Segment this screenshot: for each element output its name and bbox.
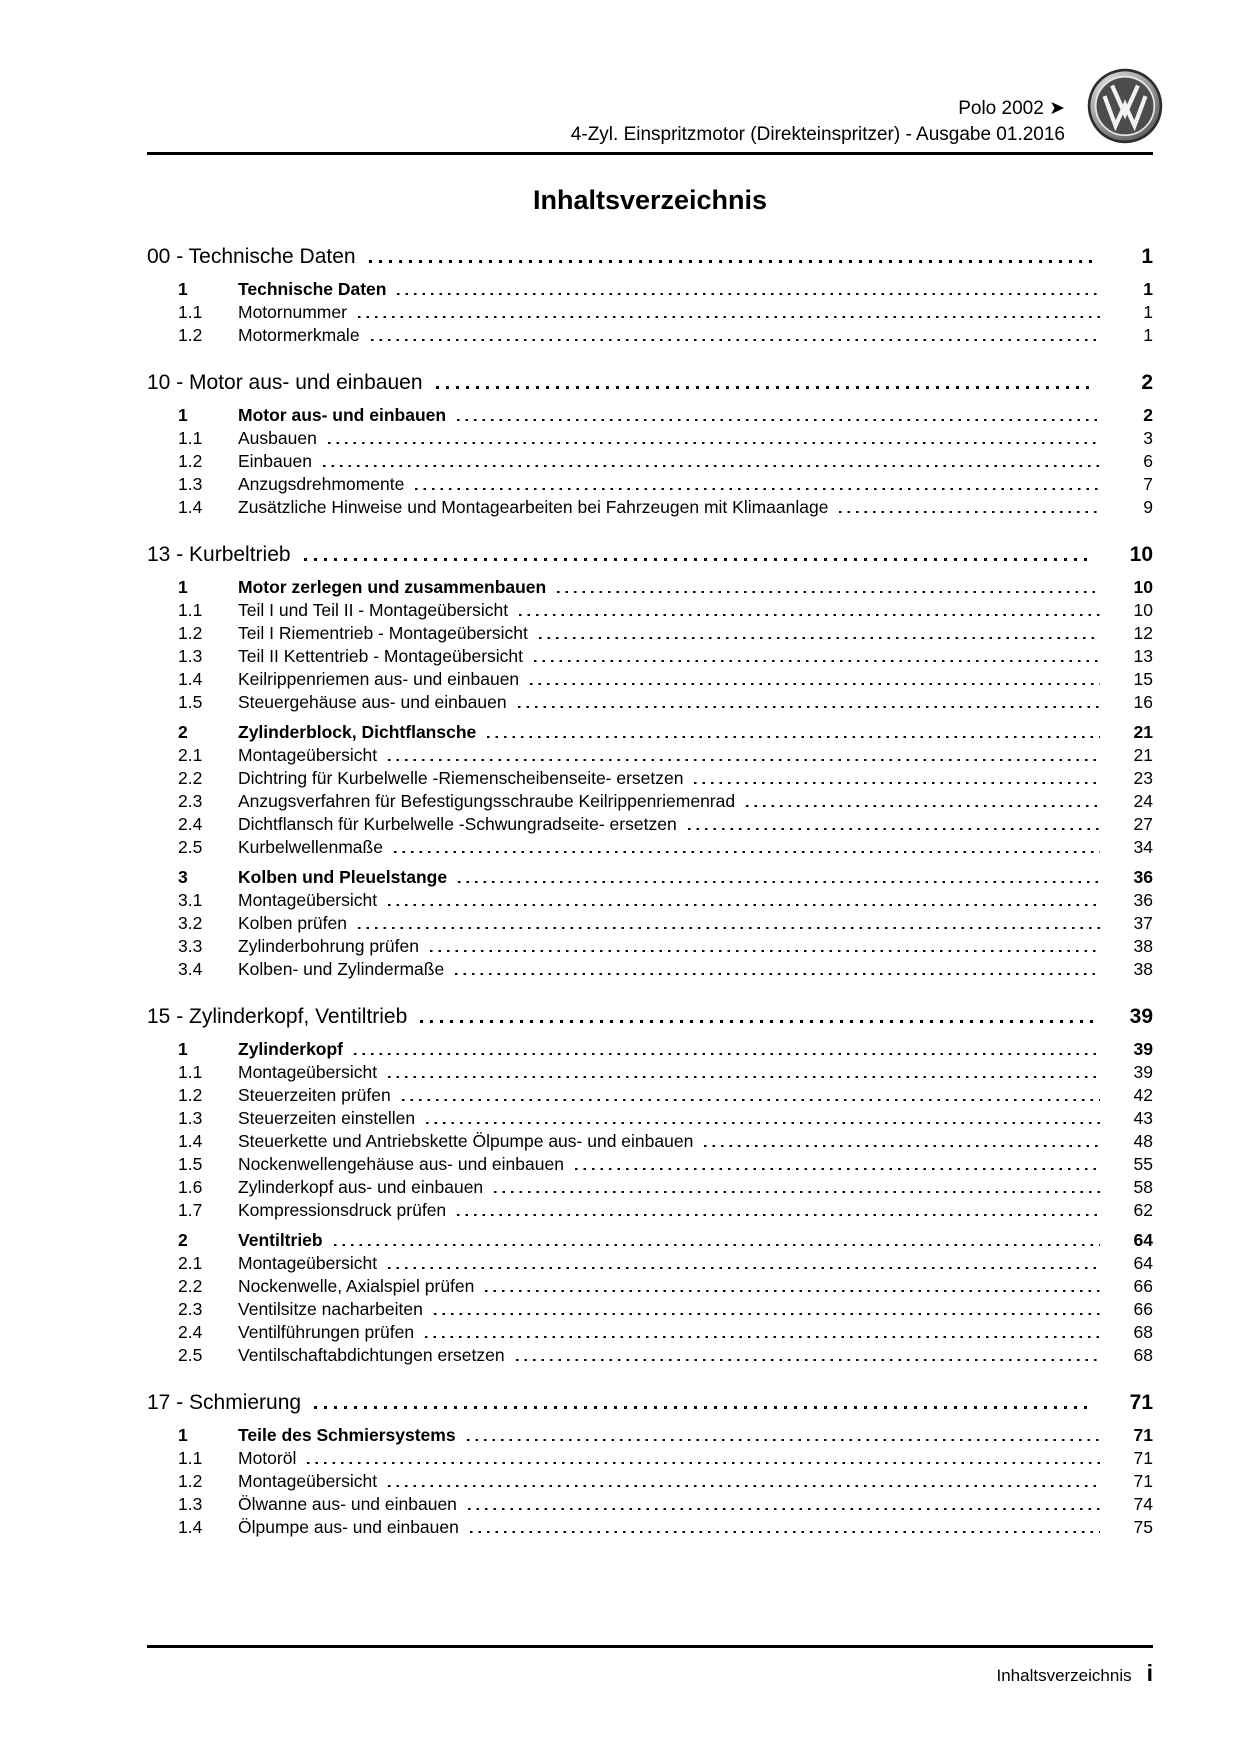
toc-entry-page: 42 [1133,1085,1153,1105]
toc-entry-number: 1 [178,1425,188,1445]
footer-page-number: i [1146,1660,1153,1686]
toc-entry-page: 9 [1143,497,1153,517]
dot-leader [516,1359,1100,1362]
toc-entry[interactable] [147,1470,1153,1493]
toc-entry-number: 1.1 [178,428,203,448]
toc-entry-page: 6 [1143,451,1153,471]
toc-entry-title: Dichtflansch für Kurbelwelle -Schwungradseite- ersetzen [238,814,677,834]
toc-section-page: 71 [1129,1391,1153,1414]
toc-entry-title: Teil I Riementrieb - Montageübersicht [238,623,528,643]
dot-leader [388,1267,1100,1270]
dot-leader [839,511,1100,514]
toc-entry-page: 74 [1133,1494,1153,1514]
toc-entry-title: Ventiltrieb [238,1230,323,1250]
toc-entry[interactable] [147,1321,1153,1344]
dot-leader [518,706,1100,709]
toc-entry-number: 2.3 [178,1299,203,1319]
toc-entry-number: 1.1 [178,302,203,322]
toc-entry-page: 38 [1133,936,1153,956]
toc-section-label: 13 - Kurbeltrieb [147,543,291,566]
toc-entry-number: 1.3 [178,1108,203,1128]
toc-entry-title: Anzugsdrehmomente [238,474,405,494]
toc-entry-number: 1 [178,1039,188,1059]
toc-entry-page: 3 [1143,428,1153,448]
toc-entry-title: Motor zerlegen und zusammenbauen [238,577,547,597]
toc-entry[interactable] [147,1344,1153,1367]
toc-entry-title: Kolben- und Zylindermaße [238,959,445,979]
toc-entry-number: 1 [178,577,188,597]
toc-entry[interactable] [147,1447,1153,1470]
toc-section-entries [147,1424,1153,1539]
toc-entry[interactable] [147,1130,1153,1153]
toc-entry-title: Motormerkmale [238,325,360,345]
toc-entry-number: 1.6 [178,1177,203,1197]
toc-entry-page: 1 [1143,279,1153,299]
toc-entry[interactable] [147,427,1153,450]
toc-entry[interactable] [147,744,1153,767]
toc-entry-number: 1.7 [178,1200,203,1220]
toc-entry[interactable] [147,404,1153,427]
toc-entry-number: 2 [178,1230,188,1250]
toc-entry-number: 2.4 [178,1322,203,1342]
dot-leader [388,904,1100,907]
dot-leader [420,1020,1094,1023]
toc-section-label: 00 - Technische Daten [147,245,356,268]
toc-section-entries [147,278,1153,347]
dot-leader [704,1145,1100,1148]
toc-entry[interactable] [147,721,1153,744]
toc-entry-title: Steuergehäuse aus- und einbauen [238,692,507,712]
toc-entry[interactable] [147,1038,1153,1061]
toc-entry[interactable] [147,912,1153,935]
table-of-contents [147,242,1153,1539]
toc-entry-title: Steuerkette und Antriebskette Ölpumpe aus- und einbauen [238,1131,694,1151]
toc-entry-title: Zylinderbohrung prüfen [238,936,419,956]
toc-section [147,1002,1153,1367]
toc-entry-number: 1.5 [178,692,203,712]
toc-entry-page: 75 [1133,1517,1153,1537]
toc-entry-number: 2.1 [178,745,203,765]
toc-section-page: 39 [1129,1005,1153,1028]
toc-entry-page: 10 [1133,577,1153,597]
toc-entry-number: 1.4 [178,497,203,517]
toc-entry-page: 1 [1143,302,1153,322]
toc-entry-page: 64 [1133,1253,1153,1273]
toc-entry-page: 58 [1133,1177,1153,1197]
toc-entry-title: Ventilsitze nacharbeiten [238,1299,423,1319]
dot-leader [534,660,1100,663]
toc-entry-number: 1.2 [178,623,203,643]
toc-entry[interactable] [147,622,1153,645]
dot-leader [358,927,1100,930]
toc-entry-title: Ventilführungen prüfen [238,1322,415,1342]
footer-label: Inhaltsverzeichnis [996,1666,1132,1685]
dot-leader [468,1508,1100,1511]
toc-entry[interactable] [147,958,1153,981]
toc-section [147,242,1153,347]
toc-entry-page: 23 [1133,768,1153,788]
toc-entry[interactable] [147,691,1153,714]
toc-entry-page: 15 [1133,669,1153,689]
toc-entry-number: 3.2 [178,913,203,933]
toc-entry-page: 10 [1133,600,1153,620]
toc-entry-title: Montageübersicht [238,745,378,765]
toc-section [147,1388,1153,1539]
toc-entry-title: Dichtring für Kurbelwelle -Riemenscheibenseite- ersetzen [238,768,684,788]
dot-leader [436,386,1094,389]
toc-entry-title: Motoröl [238,1448,297,1468]
dot-leader [694,782,1100,785]
toc-entry-number: 1.2 [178,451,203,471]
dot-leader [457,419,1100,422]
toc-entry-page: 24 [1133,791,1153,811]
toc-entry-title: Keilrippenriemen aus- und einbauen [238,669,520,689]
toc-entry-page: 12 [1133,623,1153,643]
toc-entry-number: 1.3 [178,474,203,494]
toc-entry-number: 2.5 [178,1345,203,1365]
toc-entry-page: 39 [1133,1062,1153,1082]
toc-entry-page: 48 [1133,1131,1153,1151]
toc-entry-number: 2.2 [178,1276,203,1296]
toc-entry-number: 2.5 [178,837,203,857]
toc-entry[interactable] [147,1298,1153,1321]
toc-section-page: 1 [1141,245,1153,268]
toc-entry-title: Zusätzliche Hinweise und Montagearbeiten bei Fahrzeugen mit Klimaanlage [238,497,829,517]
toc-entry-number: 2 [178,722,188,742]
toc-entry-page: 2 [1143,405,1153,425]
toc-entry-page: 39 [1133,1039,1153,1059]
toc-entry-page: 64 [1133,1230,1153,1250]
dot-leader [369,260,1094,263]
toc-entry-number: 2.3 [178,791,203,811]
toc-entry-number: 1.1 [178,600,203,620]
page-footer [147,1645,1153,1687]
toc-entry[interactable] [147,889,1153,912]
toc-entry-page: 71 [1133,1425,1153,1445]
toc-entry-page: 66 [1133,1299,1153,1319]
toc-entry-page: 36 [1133,867,1153,887]
toc-entry[interactable] [147,324,1153,347]
toc-entry-title: Anzugsverfahren für Befestigungsschraube Keilrippenriemenrad [238,791,736,811]
toc-entry-title: Kurbelwellenmaße [238,837,383,857]
dot-leader [746,805,1100,808]
dot-leader [394,851,1100,854]
toc-entry[interactable] [147,450,1153,473]
toc-entry-title: Ölwanne aus- und einbauen [238,1494,457,1514]
toc-entry-number: 1.2 [178,1085,203,1105]
toc-entry-page: 68 [1133,1345,1153,1365]
toc-entry-title: Kolben und Pleuelstange [238,867,448,887]
dot-leader [688,828,1100,831]
toc-entry-page: 21 [1133,745,1153,765]
toc-entry-title: Nockenwellengehäuse aus- und einbauen [238,1154,564,1174]
toc-entry[interactable] [147,301,1153,324]
dot-leader [388,759,1100,762]
dot-leader [470,1531,1100,1534]
toc-entry-title: Montageübersicht [238,1253,378,1273]
toc-entry-page: 7 [1143,474,1153,494]
toc-entry-number: 1.5 [178,1154,203,1174]
toc-section [147,540,1153,981]
toc-entry-title: Ölpumpe aus- und einbauen [238,1517,459,1537]
toc-entry-page: 43 [1133,1108,1153,1128]
dot-leader [354,1053,1100,1056]
toc-entry[interactable] [147,1493,1153,1516]
dot-leader [388,1485,1100,1488]
toc-entry-number: 3.4 [178,959,203,979]
toc-section-label: 10 - Motor aus- und einbauen [147,371,423,394]
toc-entry-number: 1.1 [178,1062,203,1082]
toc-entry-page: 55 [1133,1154,1153,1174]
dot-leader [487,736,1100,739]
toc-entry-title: Kolben prüfen [238,913,347,933]
toc-entry-number: 1.2 [178,325,203,345]
toc-entry-number: 1.4 [178,1131,203,1151]
toc-section-label: 17 - Schmierung [147,1391,302,1414]
toc-entry-title: Teile des Schmiersystems [238,1425,456,1445]
toc-entry-title: Kompressionsdruck prüfen [238,1200,447,1220]
toc-entry-page: 37 [1133,913,1153,933]
toc-entry[interactable] [147,278,1153,301]
dot-leader [575,1168,1100,1171]
dot-leader [530,683,1100,686]
toc-section-header[interactable] [147,1388,1153,1417]
dot-leader [388,1076,1100,1079]
toc-entry[interactable] [147,1176,1153,1199]
toc-entry-title: Technische Daten [238,279,387,299]
toc-entry[interactable] [147,1084,1153,1107]
vw-logo-icon [1087,68,1163,144]
toc-section-entries [147,404,1153,519]
dot-leader [539,637,1100,640]
toc-entry[interactable] [147,1424,1153,1447]
toc-entry-number: 3.3 [178,936,203,956]
toc-entry[interactable] [147,599,1153,622]
toc-entry-title: Montageübersicht [238,1062,378,1082]
toc-entry-number: 3 [178,867,188,887]
dot-leader [467,1439,1100,1442]
toc-entry[interactable] [147,1516,1153,1539]
toc-entry-page: 66 [1133,1276,1153,1296]
toc-entry-title: Zylinderkopf aus- und einbauen [238,1177,484,1197]
toc-entry-number: 2.1 [178,1253,203,1273]
toc-entry-title: Motornummer [238,302,347,322]
dot-leader [434,1313,1100,1316]
toc-entry[interactable] [147,1252,1153,1275]
toc-section-header[interactable] [147,242,1153,271]
toc-entry-number: 2.4 [178,814,203,834]
toc-entry-page: 68 [1133,1322,1153,1342]
dot-leader [328,442,1100,445]
dot-leader [371,339,1100,342]
toc-entry-number: 3.1 [178,890,203,910]
dot-leader [494,1191,1100,1194]
toc-entry-page: 71 [1133,1448,1153,1468]
dot-leader [557,591,1100,594]
toc-entry-number: 1.3 [178,1494,203,1514]
dot-leader [304,558,1094,561]
dot-leader [426,1122,1100,1125]
toc-entry-page: 27 [1133,814,1153,834]
toc-entry[interactable] [147,1061,1153,1084]
toc-entry-number: 1.2 [178,1471,203,1491]
toc-entry[interactable] [147,866,1153,889]
toc-entry-number: 1 [178,279,188,299]
toc-entry[interactable] [147,473,1153,496]
toc-entry-title: Zylinderblock, Dichtflansche [238,722,477,742]
toc-entry-number: 1.3 [178,646,203,666]
dot-leader [402,1099,1100,1102]
toc-section-header[interactable] [147,540,1153,569]
toc-entry[interactable] [147,576,1153,599]
toc-entry-number: 1.4 [178,1517,203,1537]
header-model: Polo 2002 ➤ [958,98,1065,119]
toc-entry-page: 71 [1133,1471,1153,1491]
toc-section-label: 15 - Zylinderkopf, Ventiltrieb [147,1005,408,1028]
toc-entry[interactable] [147,668,1153,691]
dot-leader [358,316,1100,319]
dot-leader [334,1244,1100,1247]
toc-entry-title: Steuerzeiten prüfen [238,1085,391,1105]
toc-section-entries [147,576,1153,981]
toc-entry-page: 38 [1133,959,1153,979]
toc-entry[interactable] [147,496,1153,519]
dot-leader [430,950,1100,953]
toc-entry-title: Steuerzeiten einstellen [238,1108,416,1128]
toc-entry-number: 1.1 [178,1448,203,1468]
toc-entry-title: Motor aus- und einbauen [238,405,447,425]
toc-entry-page: 16 [1133,692,1153,712]
toc-entry-title: Zylinderkopf [238,1039,344,1059]
toc-entry-page: 62 [1133,1200,1153,1220]
toc-section-page: 10 [1129,543,1153,566]
dot-leader [485,1290,1100,1293]
toc-entry[interactable] [147,1275,1153,1298]
dot-leader [458,881,1100,884]
toc-entry[interactable] [147,1107,1153,1130]
toc-entry-page: 21 [1133,722,1153,742]
toc-entry-title: Teil I und Teil II - Montageübersicht [238,600,509,620]
dot-leader [397,293,1100,296]
toc-entry[interactable] [147,1229,1153,1252]
dot-leader [519,614,1100,617]
toc-entry-page: 36 [1133,890,1153,910]
toc-entry[interactable] [147,767,1153,790]
toc-entry[interactable] [147,645,1153,668]
toc-entry-title: Ventilschaftabdichtungen ersetzen [238,1345,505,1365]
dot-leader [425,1336,1100,1339]
toc-entry-title: Teil II Kettentrieb - Montageübersicht [238,646,524,666]
toc-section-header[interactable] [147,1002,1153,1031]
toc-entry-title: Einbauen [238,451,312,471]
toc-section-entries [147,1038,1153,1367]
toc-entry[interactable] [147,790,1153,813]
dot-leader [314,1406,1094,1409]
dot-leader [415,488,1100,491]
toc-entry[interactable] [147,1153,1153,1176]
toc-entry[interactable] [147,1199,1153,1222]
dot-leader [455,973,1100,976]
toc-entry-title: Nockenwelle, Axialspiel prüfen [238,1276,475,1296]
toc-section [147,368,1153,519]
page-title: Inhaltsverzeichnis [532,185,768,215]
toc-entry-page: 1 [1143,325,1153,345]
toc-entry-number: 1.4 [178,669,203,689]
page-header [147,0,1153,155]
toc-entry-number: 1 [178,405,188,425]
header-subtitle: 4-Zyl. Einspritzmotor (Direkteinspritzer) - Ausgabe 01.2016 [570,124,1065,145]
dot-leader [457,1214,1100,1217]
toc-section-header[interactable] [147,368,1153,397]
toc-entry-title: Montageübersicht [238,890,378,910]
toc-entry[interactable] [147,836,1153,859]
toc-entry-page: 34 [1133,837,1153,857]
dot-leader [323,465,1100,468]
toc-entry[interactable] [147,935,1153,958]
toc-section-page: 2 [1141,371,1153,394]
toc-entry-title: Ausbauen [238,428,317,448]
dot-leader [307,1462,1100,1465]
toc-entry-number: 2.2 [178,768,203,788]
toc-entry-page: 13 [1133,646,1153,666]
toc-entry[interactable] [147,813,1153,836]
toc-entry-title: Montageübersicht [238,1471,378,1491]
